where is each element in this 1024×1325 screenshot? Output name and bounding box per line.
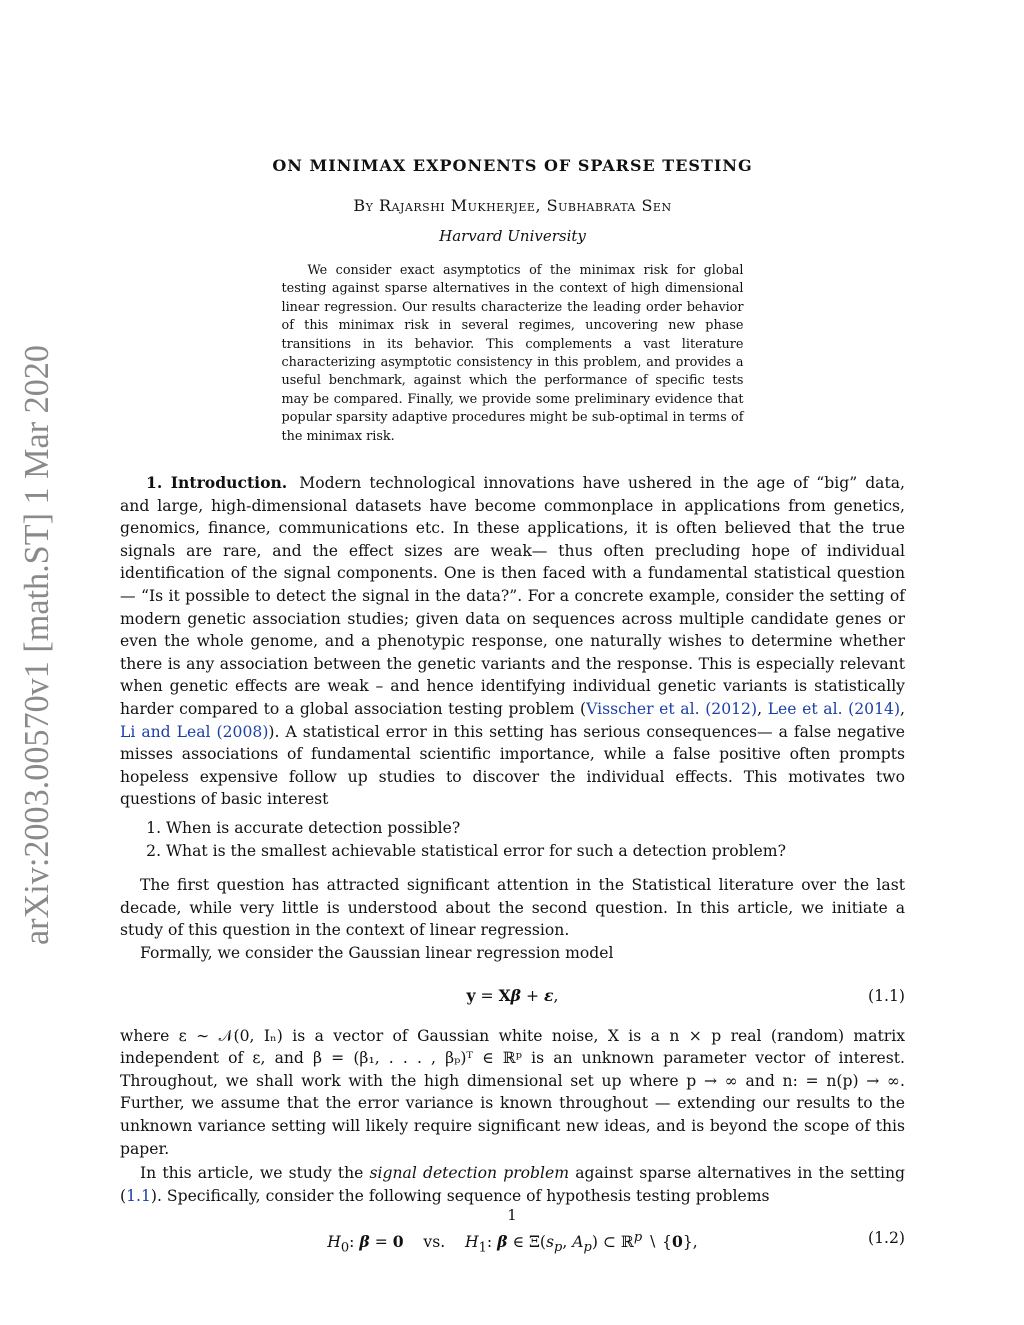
intro-paragraph: 1. Introduction. Modern technological innovations have ushered in the age of “big” data, and large, high-dimensional datasets have become commonplace in applications from genetics, genomics, finance, communications etc. In these applications, it is often believed that the true signals are rare, and the effect sizes are weak— thus often precluding hope of individual identification of the signal components. One is then faced with a fundamental statistical question— “Is it possible to detect the signal in the data?”. For a concrete example, consider the setting of modern genetic association studies; given data on sequences across multiple candidate genes or even the whole genome, and a phenotypic response, one naturally wishes to determine whether there is any association between the genetic variants and the response. This is especially relevant when genetic effects are weak – and hence identifying individual genetic variants is statistically harder compared to a global association testing problem (Visscher et al. (2012), Lee et al. (2014), Li and Leal (2008)). A statistical error in this setting has serious consequences— a false negative misses associations of fundamental scientific importance, while a false positive often prompts hopeless expensive follow up studies to discover the individual effects. This motivates two questions of basic interest [120, 473, 906, 809]
equation-1-2-body: $H_0$: β = 0 vs. $H_1$: β ∈ $\Xi(s_p$, $A_p$) ⊂ ℝ$^p$ ∖ {0}, [327, 1230, 698, 1256]
intro-text-a: Modern technological innovations have ushered in the age of “big” data, and large, high-dimensional datasets have become commonplace in applications from genetics, genomics, finance, communications etc. In these applications, it is often believed that the true signals are rare, and the effect sizes are weak— thus often precluding hope of individual identification of the signal components. One is then faced with a fundamental statistical question— “Is it possible to detect the signal in the data?”. For a concrete example, consider the setting of modern genetic association studies; given data on sequences across multiple candidate genes or even the whole genome, and a phenotypic response, one naturally wishes to determine whether there is any association between the genetic variants and the response. This is especially relevant when genetic effects are weak – and hence identifying individual genetic variants is statistically harder compared to a global association testing problem ( [120, 474, 905, 718]
paper-affiliation: Harvard University [439, 227, 586, 245]
paper-page [120, 150, 905, 1261]
page-number: 1 [507, 1206, 517, 1224]
question-item: 1. When is accurate detection possible? [166, 817, 905, 840]
intro-text-b: ). A statistical error in this setting has serious consequences— a false negative misses associations of fundamental scientific importance, while a false positive often prompts hopeless expensive follow up studies to discover the individual effects. This motivates two questions of basic interest [120, 722, 905, 809]
equation-ref-1-1[interactable]: 1.1 [126, 1186, 151, 1205]
equation-1-1 [120, 981, 905, 1011]
section-heading: 1. Introduction. [146, 473, 288, 493]
citation-li-leal[interactable]: Li and Leal (2008) [120, 722, 269, 741]
paper-title: ON MINIMAX EXPONENTS OF SPARSE TESTING [272, 156, 753, 175]
abstract: We consider exact asymptotics of the minimax risk for global testing against sparse alternatives in the context of high dimensional linear regression. Our results characterize the leading order behavior of this minimax risk in several regimes, uncovering new phase transitions in its behavior. This complements a vast literature characterizing asymptotic consistency in this problem, and provides a useful benchmark, against which the performance of specific tests may be compared. Finally, we provide some preliminary evidence that popular sparsity adaptive procedures might be sub-optimal in terms of the minimax risk. [281, 263, 744, 444]
paragraph-first-question: The first question has attracted significant attention in the Statistical literature over the last decade, while very little is understood about the second question. In this article, we initiate a study of this question in the context of linear regression. [120, 876, 905, 940]
question-item: 2. What is the smallest achievable statistical error for such a detection problem? [166, 840, 905, 863]
equation-1-1-body: y = Xβ + ε, [466, 985, 559, 1005]
paper-authors: By Rajarshi Mukherjee, Subhabrata Sen [353, 196, 672, 215]
paragraph-where: where ε ∼ 𝒩(0, Iₙ) is a vector of Gaussian white noise, X is a n × p real (random) matrix independent of ε, and β = (β₁, . . . , βₚ)ᵀ ∈ ℝᵖ is an unknown parameter vector of interest. Throughout, we shall work with the high dimensional set up where p → ∞ and n: = n(p) → ∞. Further, we assume that the error variance is known throughout — extending our results to the unknown variance setting will likely require significant new ideas, and is beyond the scope of this paper. [120, 1026, 905, 1158]
equation-1-2 [120, 1223, 905, 1256]
paragraph-signal-detection: In this article, we study the signal detection problem against sparse alternatives in the setting (1.1). Specifically, consider the following sequence of hypothesis testing problems [120, 1164, 905, 1205]
introduction-section [120, 472, 906, 1256]
citation-lee[interactable]: Lee et al. (2014) [767, 700, 901, 718]
paragraph-formally: Formally, we consider the Gaussian linear regression model [140, 943, 614, 962]
arxiv-watermark [2, 330, 66, 960]
arxiv-watermark-text: arXiv:2003.00570v1 [math.ST] 1 Mar 2020 [17, 330, 56, 945]
emphasis-signal-detection: signal detection problem [369, 1164, 570, 1183]
questions-list [120, 817, 905, 862]
equation-number: (1.1) [868, 986, 905, 1005]
equation-number: (1.2) [868, 1229, 905, 1248]
citation-visscher[interactable]: Visscher et al. (2012) [586, 700, 758, 718]
